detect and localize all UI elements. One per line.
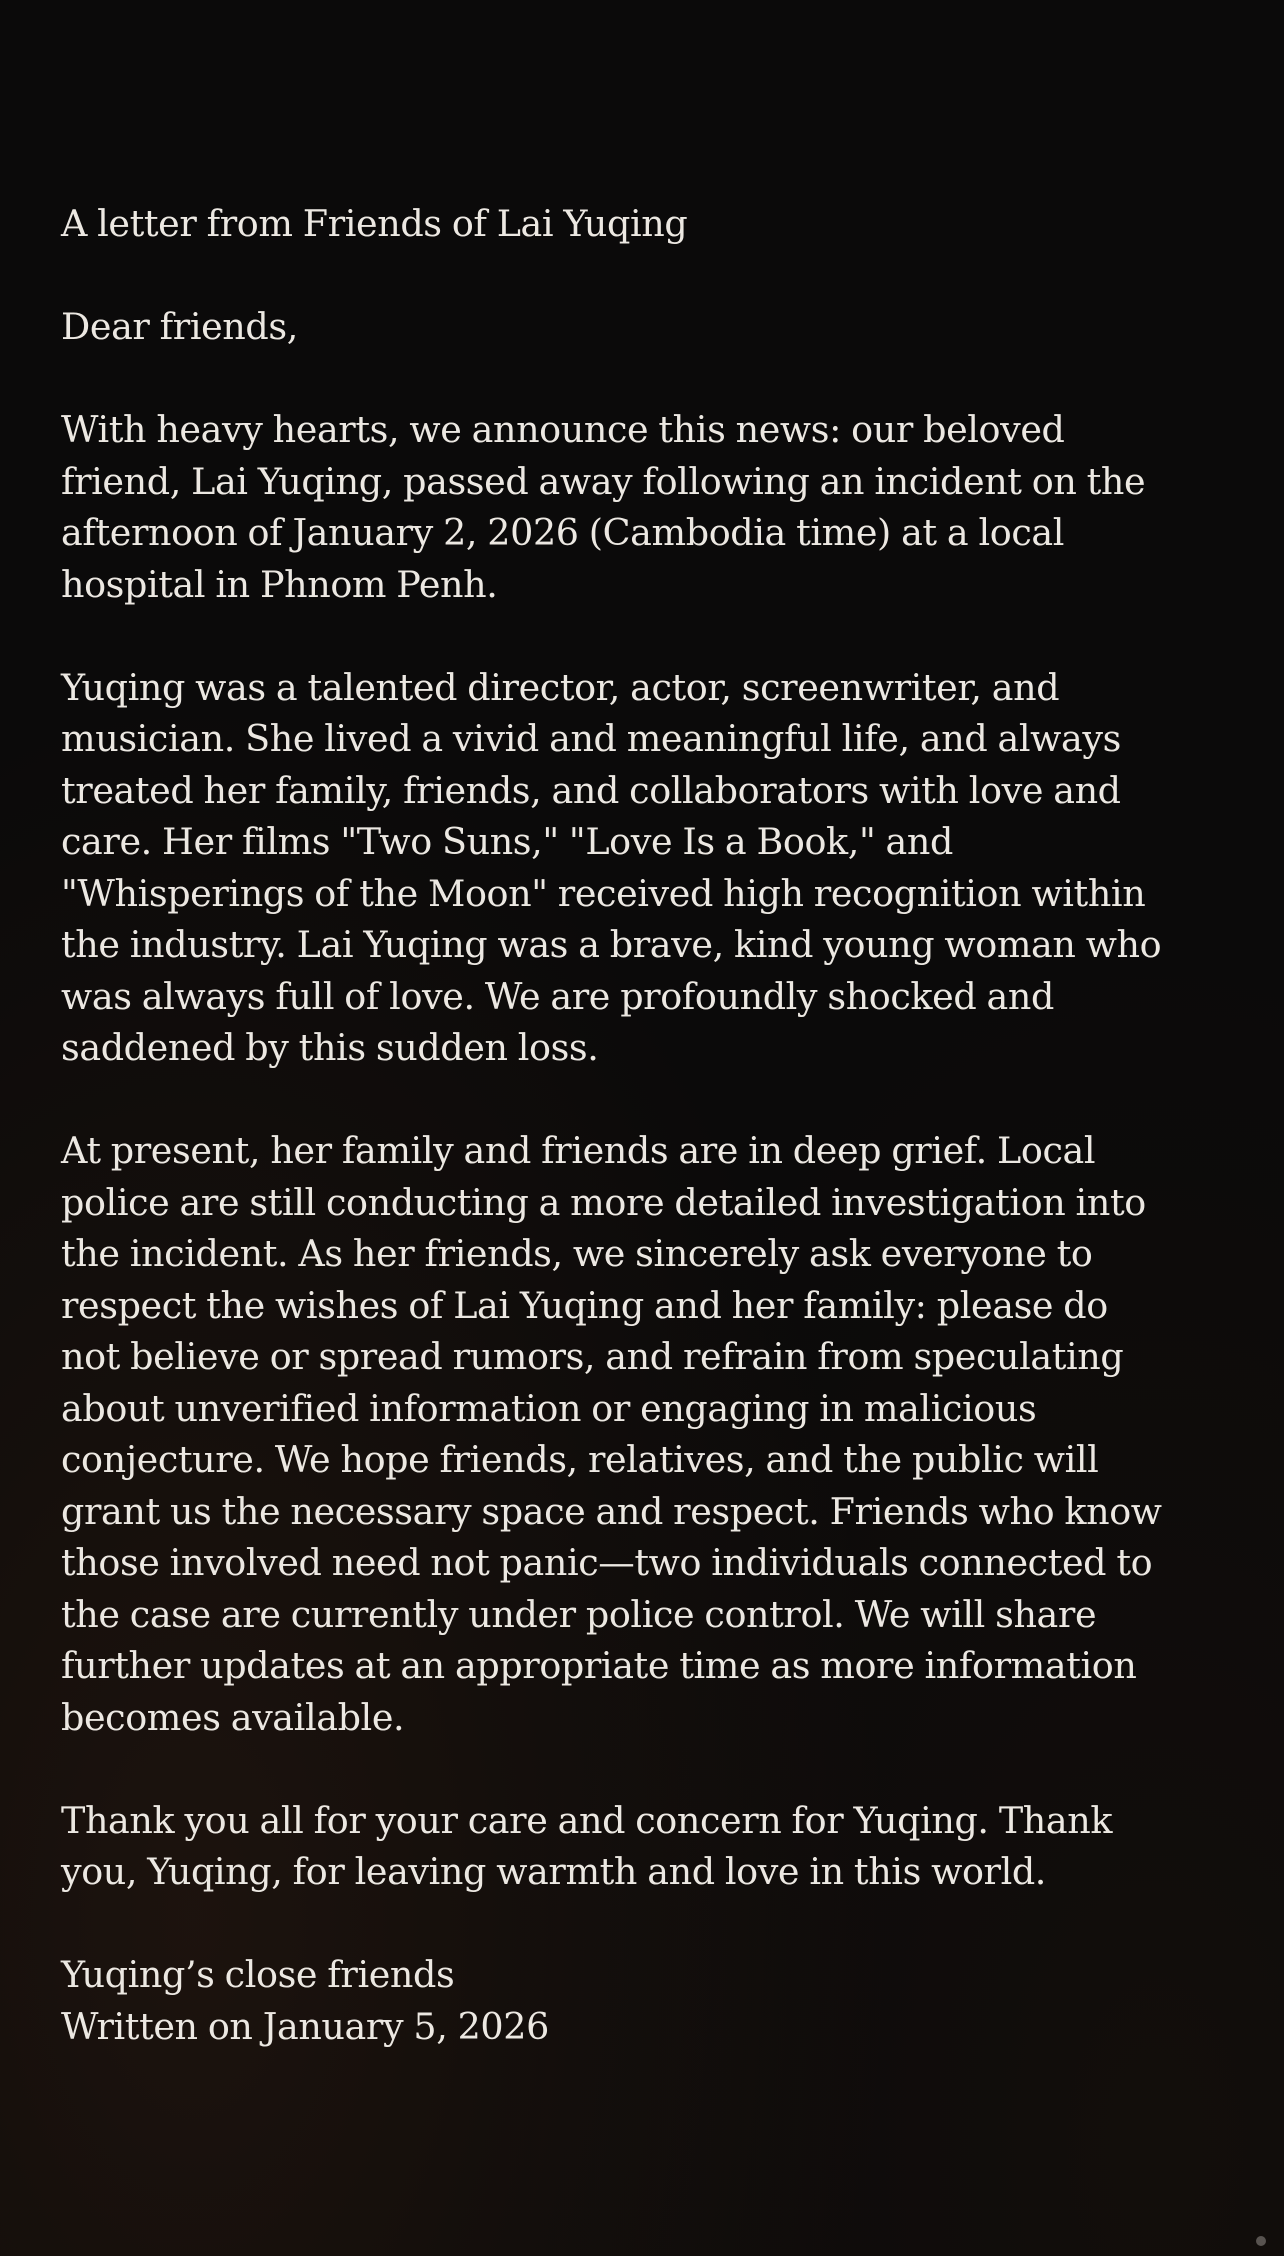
text-line: conjecture. We hope friends, relatives, and the public will <box>61 1438 1099 1481</box>
text-line: not believe or spread rumors, and refrain from speculating <box>61 1335 1124 1378</box>
salutation-line: Dear friends, <box>61 305 298 348</box>
date-line: Written on January 5, 2026 <box>61 2004 549 2048</box>
signature-line: Yuqing’s close friends <box>61 1953 455 1996</box>
text-line: the case are currently under police control. We will share <box>61 1592 1097 1636</box>
text-line: further updates at an appropriate time as more information <box>61 1644 1137 1687</box>
text-line: "Whisperings of the Moon" received high recognition within <box>61 871 1146 915</box>
text-line: hospital in Phnom Penh. <box>61 562 498 606</box>
text-line: grant us the necessary space and respect. Friends who know <box>61 1489 1162 1533</box>
text-line: those involved need not panic—two individuals connected to <box>61 1541 1153 1584</box>
letter-salutation <box>61 301 1241 353</box>
text-line: becomes available. <box>61 1695 405 1739</box>
paragraph-thanks <box>61 1795 1241 1898</box>
text-line: police are still conducting a more detailed investigation into <box>61 1180 1146 1224</box>
letter-body <box>61 198 1241 2052</box>
text-line: treated her family, friends, and collaborators with love and <box>61 768 1121 812</box>
text-line: Thank you all for your care and concern for Yuqing. Thank <box>61 1798 1113 1842</box>
text-line: the incident. As her friends, we sincerely ask everyone to <box>61 1232 1093 1275</box>
text-line: At present, her family and friends are in deep grief. Local <box>61 1129 1096 1172</box>
letter-heading <box>61 198 1241 250</box>
text-line: friend, Lai Yuqing, passed away following an incident on the <box>61 459 1146 503</box>
paragraph-request <box>61 1125 1241 1743</box>
heading-line: A letter from Friends of Lai Yuqing <box>61 202 688 245</box>
paragraph-tribute <box>61 662 1241 1074</box>
text-line: With heavy hearts, we announce this news: our beloved <box>61 408 1065 451</box>
paragraph-announcement <box>61 404 1241 610</box>
text-line: musician. She lived a vivid and meaningful life, and always <box>61 717 1121 760</box>
text-line: respect the wishes of Lai Yuqing and her family: please do <box>61 1283 1108 1327</box>
text-line: you, Yuqing, for leaving warmth and love in this world. <box>61 1850 1047 1893</box>
text-line: care. Her films "Two Suns," "Love Is a Book," and <box>61 820 953 863</box>
letter-signoff <box>61 1949 1241 2052</box>
text-line: was always full of love. We are profoundly shocked and <box>61 974 1054 1018</box>
text-line: the industry. Lai Yuqing was a brave, kind young woman who <box>61 923 1162 966</box>
text-line: afternoon of January 2, 2026 (Cambodia time) at a local <box>61 511 1064 554</box>
text-line: saddened by this sudden loss. <box>61 1026 599 1069</box>
text-line: Yuqing was a talented director, actor, screenwriter, and <box>61 665 1060 709</box>
text-line: about unverified information or engaging in malicious <box>61 1386 1037 1430</box>
corner-dot-mark <box>1256 2236 1266 2246</box>
